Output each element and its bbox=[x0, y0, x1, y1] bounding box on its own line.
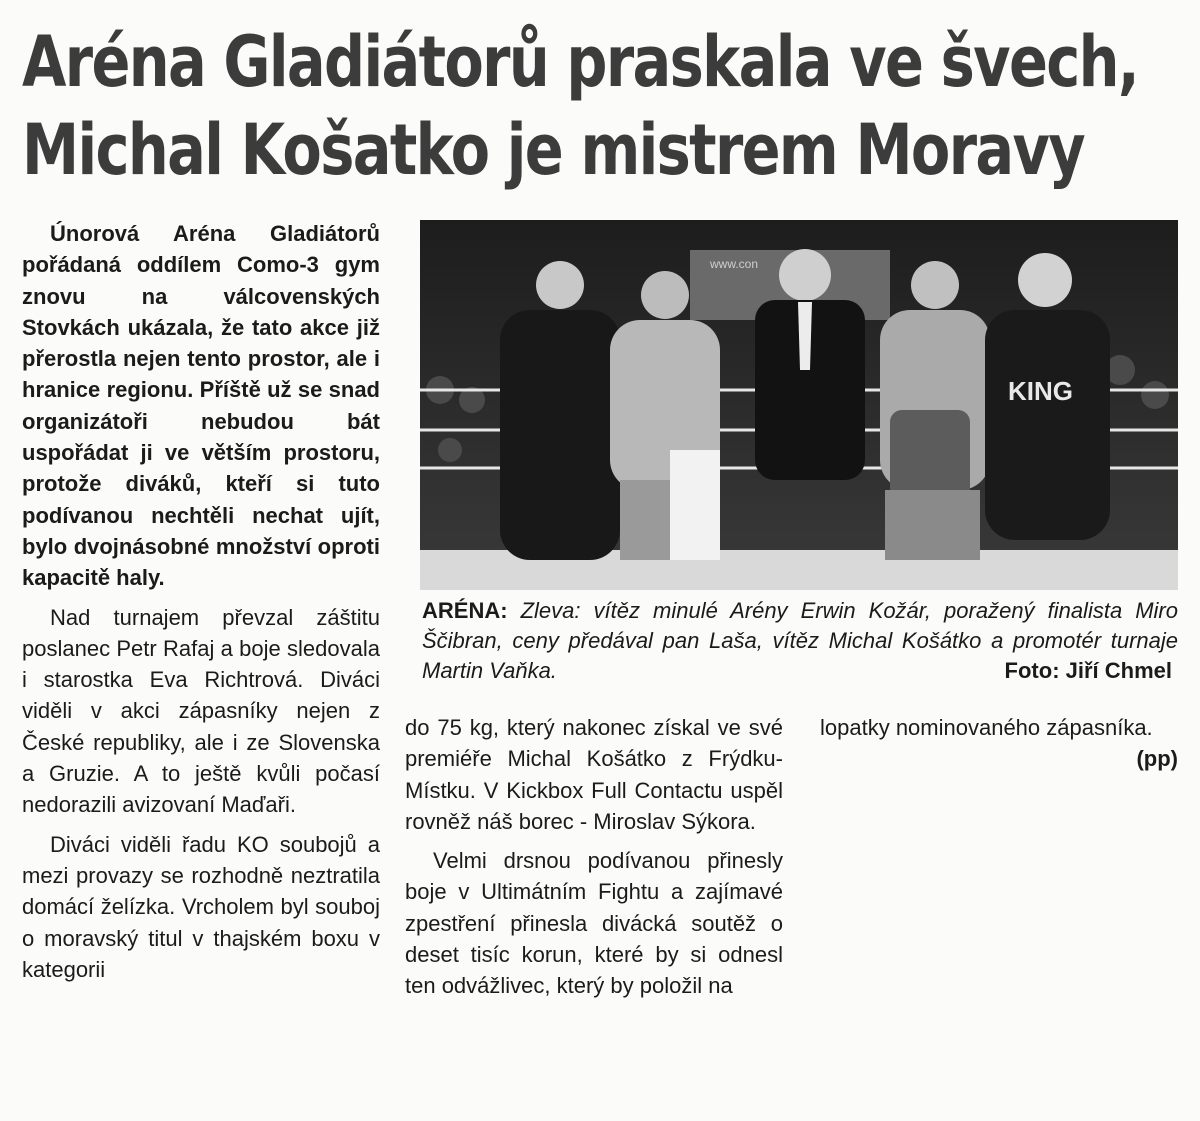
photo-illustration bbox=[420, 220, 1178, 590]
photo-shirt-text: KING bbox=[1008, 376, 1073, 406]
paragraph-4-continued-text: lopatky nominovaného zápasníka. bbox=[820, 715, 1153, 740]
paragraph-2: Nad turnajem převzal záštitu poslanec Petr Rafaj a boje sledovala i starostka Eva Richtrová. Diváci viděli v akci zápasníky nejen z České republiky, ale i ze Slovenska a Gruzie. A to ještě kvůli počasí nedorazili avizovaní Maďaři. bbox=[22, 604, 380, 818]
headline-line-2: Michal Košatko je mistrem Moravy bbox=[22, 109, 1085, 191]
paragraph-3: Diváci viděli řadu KO soubojů a mezi provazy se rozhodně neztratila domácí želízka. Vrcholem byl souboj o moravský titul v thajském boxu v kategorii bbox=[22, 831, 380, 982]
article-column-2 bbox=[405, 712, 783, 1002]
article-column-1 bbox=[22, 218, 380, 985]
article-column-3 bbox=[820, 712, 1178, 775]
caption-label: ARÉNA: bbox=[422, 598, 508, 623]
paragraph-4: Velmi drsnou podívanou přinesly boje v Ultimátním Fightu a zajímavé zpestření přinesla divácká soutěž o deset tisíc korun, které by si odnesl ten odvážlivec, který by položil na bbox=[405, 848, 783, 999]
headline bbox=[22, 18, 1139, 194]
author-signature: (pp) bbox=[1136, 746, 1178, 772]
photo-banner-text: www.con bbox=[710, 257, 759, 271]
headline-line-1: Aréna Gladiátorů praskala ve švech, bbox=[22, 21, 1139, 103]
lead-paragraph: Únorová Aréna Gladiátorů pořádaná oddílem Como-3 gym znovu na válcovenských Stovkách ukázala, že tato akce již přerostla nejen tento prostor, ale i hranice regionu. Příště už se snad organizátoři nebudou bát uspořádat ji ve větším prostoru, protože diváků, kteří si tuto podívanou nechtěli nechat ujít, bylo dvojnásobné množství oproti kapacitě haly. bbox=[22, 221, 380, 591]
caption-text: Zleva: vítěz minulé Arény Erwin Kožár, poražený finalista Miro Ščibran, ceny předával pan Laša, vítěz Michal Košátko a promotér turnaje Martin Vaňka. bbox=[422, 598, 1178, 683]
paragraph-4-continued bbox=[820, 712, 1178, 772]
photo-credit: Foto: Jiří Chmel bbox=[1004, 658, 1172, 683]
article-photo bbox=[420, 220, 1178, 590]
paragraph-3-continued: do 75 kg, který nakonec získal ve své premiéře Michal Košátko z Frýdku-Místku. V Kickbox Full Contactu uspěl rovněž náš borec - Miroslav Sýkora. bbox=[405, 715, 783, 834]
